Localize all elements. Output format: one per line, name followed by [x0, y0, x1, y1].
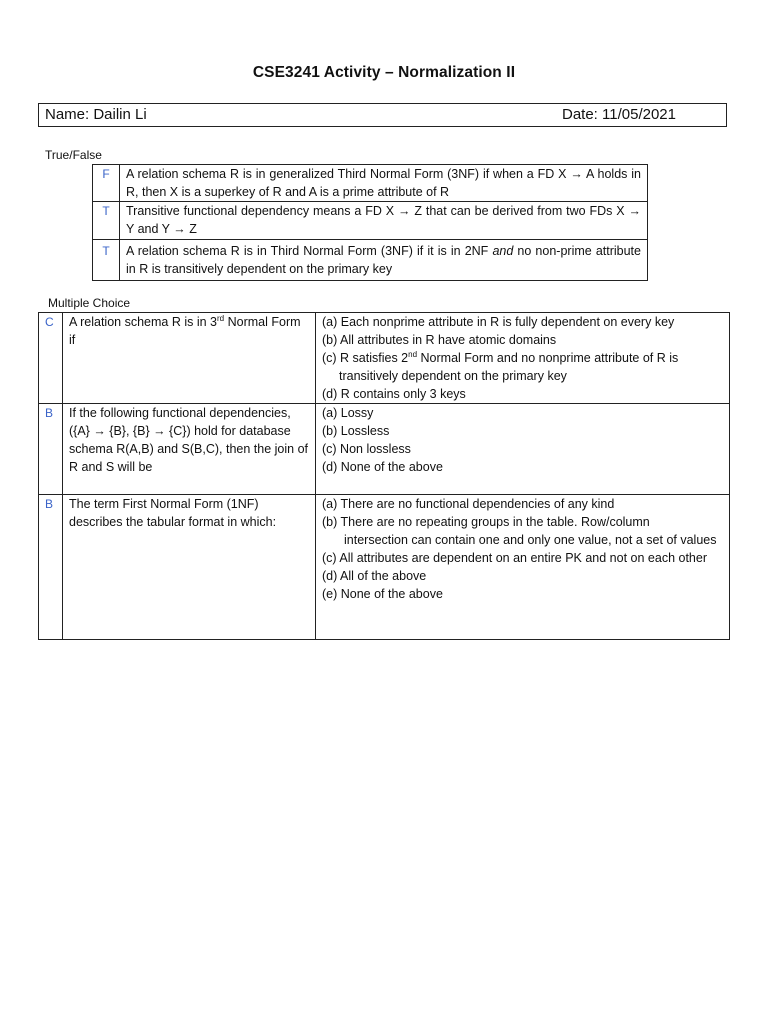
activity-date: Date: 11/05/2021	[562, 106, 676, 123]
multiple-choice-label: Multiple Choice	[48, 296, 131, 310]
table-row	[39, 495, 730, 640]
true-false-table	[92, 164, 648, 281]
mc-answer: B	[39, 404, 63, 495]
option: (d) None of the above	[322, 460, 443, 474]
tf-statement: A relation schema R is in Third Normal Form (3NF) if it is in 2NF and no non-prime attribute in R is transitively dependent on the primary key	[120, 240, 648, 281]
mc-question: A relation schema R is in 3rd Normal Form if	[63, 313, 316, 404]
table-row	[39, 313, 730, 404]
option: (c) All attributes are dependent on an entire PK and not on each other	[322, 551, 707, 565]
tf-statement: Transitive functional dependency means a FD X → Z that can be derived from two FDs X → Y and Y → Z	[120, 202, 648, 240]
table-row	[39, 404, 730, 495]
student-name: Name: Dailin Li	[45, 106, 147, 123]
option: (e) None of the above	[322, 587, 443, 601]
mc-options	[316, 404, 730, 495]
tf-answer: F	[93, 165, 120, 202]
page-title: CSE3241 Activity – Normalization II	[252, 64, 516, 81]
true-false-label: True/False	[45, 148, 102, 162]
option: (b) All attributes in R have atomic domains	[322, 333, 557, 347]
table-row	[93, 240, 648, 281]
option-continuation: transitively dependent on the primary key	[339, 369, 567, 383]
tf-answer: T	[93, 202, 120, 240]
option: (d) R contains only 3 keys	[322, 387, 466, 401]
table-row	[93, 165, 648, 202]
option-continuation: intersection can contain one and only one value, not a set of values	[344, 533, 717, 547]
option: (b) Lossless	[322, 424, 390, 438]
option: (c) Non lossless	[322, 442, 411, 456]
option: (a) There are no functional dependencies of any kind	[322, 497, 615, 511]
multiple-choice-table	[38, 312, 730, 640]
tf-answer: T	[93, 240, 120, 281]
mc-options	[316, 495, 730, 640]
mc-question: The term First Normal Form (1NF) describes the tabular format in which:	[63, 495, 316, 640]
option: (b) There are no repeating groups in the table. Row/column	[322, 515, 650, 529]
mc-question: If the following functional dependencies, ({A} → {B}, {B} → {C}) hold for database schema R(A,B) and S(B,C), then the join of R and S will be	[63, 404, 316, 495]
mc-answer: B	[39, 495, 63, 640]
option: (a) Each nonprime attribute in R is fully dependent on every key	[322, 315, 675, 329]
name-date-box	[38, 103, 727, 127]
option: (c) R satisfies 2nd Normal Form and no nonprime attribute of R is	[322, 349, 679, 365]
option: (a) Lossy	[322, 406, 374, 420]
mc-options	[316, 313, 730, 404]
mc-answer: C	[39, 313, 63, 404]
table-row	[93, 202, 648, 240]
option: (d) All of the above	[322, 569, 427, 583]
tf-statement: A relation schema R is in generalized Third Normal Form (3NF) if when a FD X → A holds in R, then X is a superkey of R and A is a prime attribute of R	[120, 165, 648, 202]
